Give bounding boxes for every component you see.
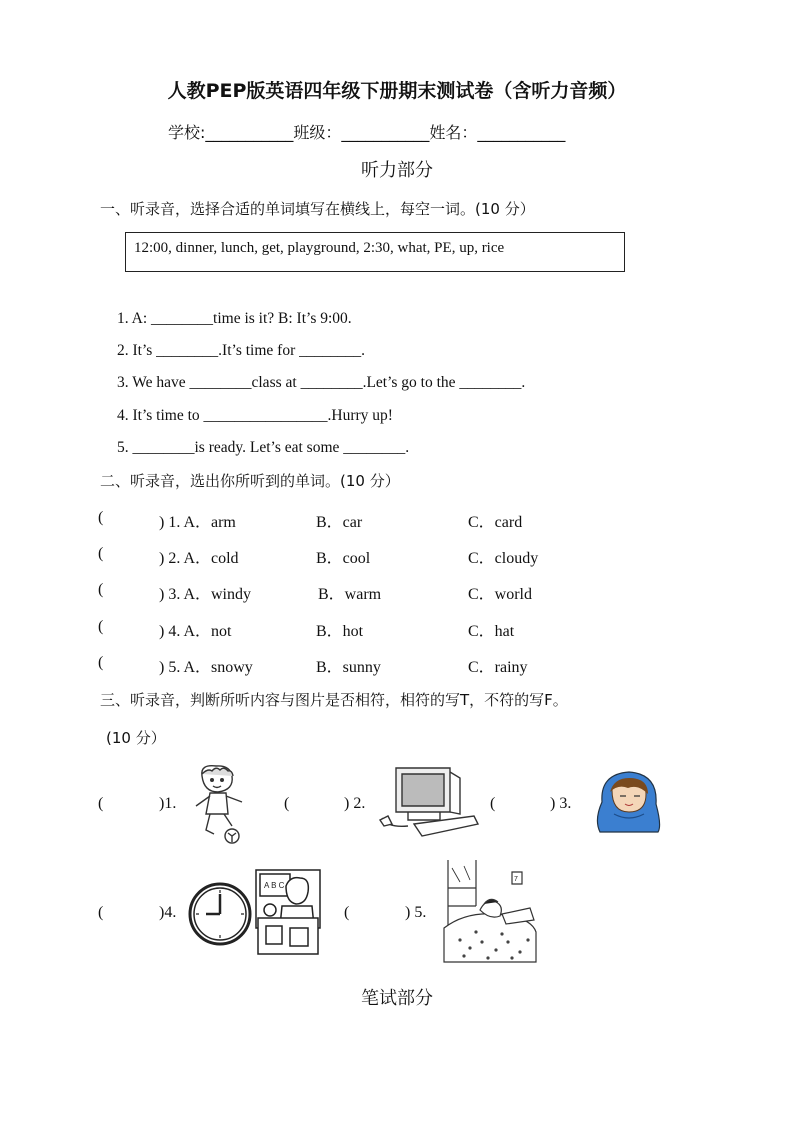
option-c: C．cloudy xyxy=(468,550,539,567)
part1-heading: 一、听录音，选择合适的单词填写在横线上，每空一词。(10 分） xyxy=(100,200,535,218)
option-a: ) 3. A．windy xyxy=(159,586,252,603)
option-b: B．hot xyxy=(316,623,364,640)
option-a: ) 1. A．arm xyxy=(159,514,236,531)
answer-paren: ( xyxy=(98,581,104,598)
option-a: ) 4. A．not xyxy=(159,623,232,640)
answer-paren: ( xyxy=(98,545,104,562)
part1-item-4: 4. It’s time to ________________.Hurry up! xyxy=(117,407,393,424)
option-b: B．sunny xyxy=(316,659,381,676)
item-number: ) 3. xyxy=(550,795,572,812)
option-a: ) 2. A．cold xyxy=(159,550,239,567)
svg-text:A B C: A B C xyxy=(264,881,285,890)
option-c: C．card xyxy=(468,514,523,531)
option-c: C．hat xyxy=(468,623,515,640)
option-b: B．car xyxy=(316,514,363,531)
answer-paren: ( xyxy=(284,795,290,812)
page-title: 人教PEP版英语四年级下册期末测试卷（含听力音频） xyxy=(167,80,627,102)
written-section-title: 笔试部分 xyxy=(361,988,433,1009)
option-a: ) 5. A．snowy xyxy=(159,659,253,676)
option-c: C．world xyxy=(468,586,533,603)
answer-paren: ( xyxy=(344,904,350,921)
answer-paren: ( xyxy=(98,618,104,635)
answer-paren: ( xyxy=(98,509,104,526)
computer-icon xyxy=(378,764,480,840)
part2-heading: 二、听录音，选出你所听到的单词。(10 分） xyxy=(100,472,400,490)
boy-sleeping-in-bed-icon xyxy=(440,858,540,966)
option-b: B．cool xyxy=(316,550,371,567)
answer-paren: ( xyxy=(98,795,104,812)
svg-text:7: 7 xyxy=(514,876,518,883)
answer-paren: ( xyxy=(98,904,104,921)
item-number: )4. xyxy=(159,904,177,921)
girl-in-blanket-icon xyxy=(594,770,664,836)
answer-paren: ( xyxy=(490,795,496,812)
option-c: C．rainy xyxy=(468,659,528,676)
word-bank-box: 12:00, dinner, lunch, get, playground, 2:30, what, PE, up, rice xyxy=(125,232,625,272)
part1-item-2: 2. It’s ________.It’s time for ________. xyxy=(117,342,365,359)
item-number: ) 2. xyxy=(344,795,366,812)
listening-section-title: 听力部分 xyxy=(361,160,433,181)
part1-item-1: 1. A: ________time is it? B: It’s 9:00. xyxy=(117,310,352,327)
option-b: B．warm xyxy=(318,586,382,603)
part3-heading: 三、听录音，判断所听内容与图片是否相符，相符的写T，不符的写F。 xyxy=(100,691,568,709)
clock-and-classroom-icon xyxy=(186,866,326,956)
part1-item-3: 3. We have ________class at ________.Let’s go to the ________. xyxy=(117,374,526,391)
answer-paren: ( xyxy=(98,654,104,671)
item-number: )1. xyxy=(159,795,177,812)
part1-item-5: 5. ________is ready. Let’s eat some ________. xyxy=(117,439,410,456)
item-number: ) 5. xyxy=(405,904,427,921)
part3-heading-score: (10 分） xyxy=(106,729,166,747)
boy-playing-football-icon xyxy=(188,762,254,844)
student-info-line: 学校:___________班级：___________姓名：___________ xyxy=(168,123,566,142)
